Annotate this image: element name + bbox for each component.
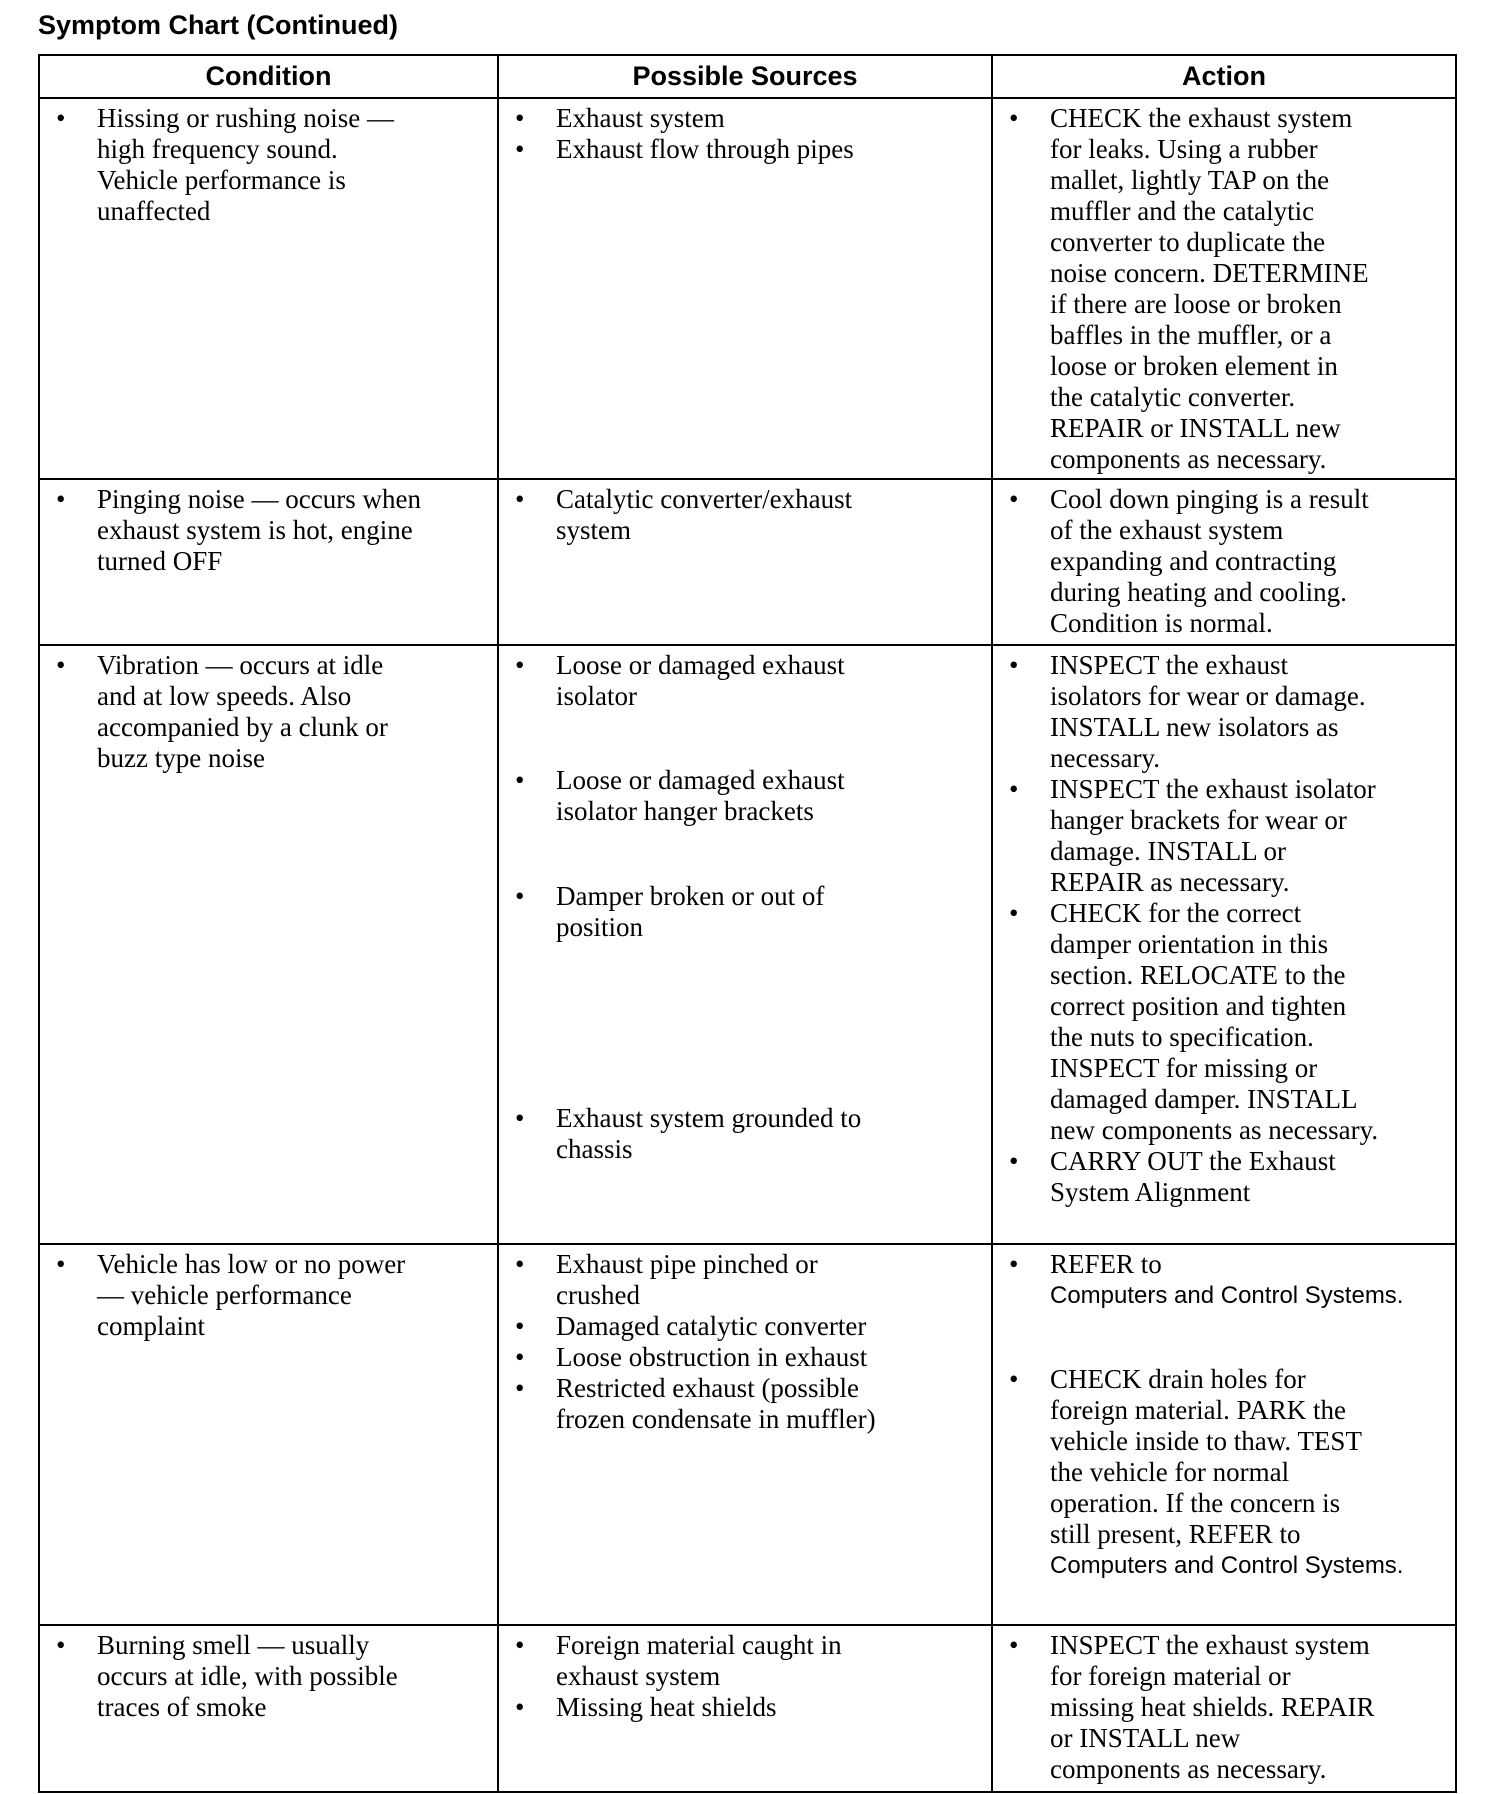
item-text-line: correct position and tighten (1050, 991, 1347, 1021)
item-text-line: for foreign material or (1050, 1661, 1291, 1691)
item-text-line: foreign material. PARK the (1050, 1395, 1346, 1426)
list-item (993, 1146, 1455, 1208)
bullet-icon: • (1009, 898, 1019, 928)
item-text-line: new components as necessary. (1050, 1115, 1379, 1145)
item-text-line: mallet, lightly TAP on the (1050, 165, 1330, 195)
bullet-icon: • (515, 1630, 525, 1660)
item-text-line: Exhaust flow through pipes (556, 134, 854, 164)
item-text-line: CHECK the exhaust system (1050, 103, 1353, 133)
item-text-line: Hissing or rushing noise — (97, 103, 394, 133)
bullet-icon: • (1009, 1249, 1019, 1279)
bullet-icon: • (515, 484, 525, 514)
list-item (499, 1249, 991, 1311)
list-item (993, 1630, 1455, 1785)
item-text-line: Computers and Control Systems. (1050, 1282, 1404, 1309)
bullet-icon: • (56, 103, 66, 133)
list-item (993, 1364, 1455, 1581)
item-text-line: Damaged catalytic converter (556, 1311, 867, 1341)
bullet-icon: • (1009, 1146, 1019, 1176)
page-title: Symptom Chart (Continued) (38, 10, 398, 40)
bullet-icon: • (1009, 484, 1019, 514)
item-text-line: hanger brackets for wear or (1050, 805, 1347, 835)
table-row (39, 645, 1456, 1244)
item-text-line: INSTALL new isolators as (1050, 712, 1339, 742)
condition-cell (39, 645, 498, 1244)
item-text-line: Condition is normal. (1050, 608, 1273, 638)
list-item (499, 134, 991, 165)
actions-cell (992, 645, 1456, 1244)
item-text-line: buzz type noise (97, 743, 265, 773)
item-text-line: noise concern. DETERMINE (1050, 258, 1369, 288)
item-text-line: Vehicle performance is (97, 165, 346, 195)
sources-cell (498, 1625, 992, 1792)
item-text-line: Loose or damaged exhaust (556, 765, 845, 796)
item-text-line: Restricted exhaust (possible (556, 1373, 859, 1403)
item-text-line: Exhaust system grounded to (556, 1102, 862, 1133)
item-text-line: baffles in the muffler, or a (1050, 320, 1332, 350)
bullet-icon: • (515, 1249, 525, 1279)
item-text-line: traces of smoke (97, 1692, 267, 1722)
item-text-line: isolators for wear or damage. (1050, 681, 1366, 711)
bullet-icon: • (515, 1311, 525, 1341)
item-text-line: or INSTALL new (1050, 1723, 1241, 1753)
item-text-line: the vehicle for normal (1050, 1457, 1290, 1488)
item-text-line: INSPECT the exhaust (1050, 650, 1288, 680)
item-text-line: Vehicle has low or no power (97, 1249, 406, 1279)
header-row (39, 55, 1456, 98)
item-text-line: high frequency sound. (97, 134, 338, 164)
item-text-line: of the exhaust system (1050, 515, 1284, 545)
item-text-line: frozen condensate in muffler) (556, 1404, 876, 1434)
item-text-line: Exhaust system (556, 103, 725, 133)
item-text-line: damper orientation in this (1050, 929, 1329, 959)
actions-cell (992, 1244, 1456, 1625)
list-item (40, 1630, 497, 1723)
item-text-line: Pinging noise — occurs when (97, 484, 421, 514)
item-text-line: components as necessary. (1050, 1754, 1327, 1784)
bullet-icon: • (1009, 650, 1019, 680)
list-item (499, 1692, 991, 1723)
list-item (40, 484, 497, 577)
bullet-icon: • (1009, 103, 1019, 133)
item-text-line: the nuts to specification. (1050, 1022, 1314, 1052)
bullet-icon: • (56, 1249, 66, 1279)
list-item (993, 774, 1455, 898)
item-text-line: muffler and the catalytic (1050, 196, 1315, 226)
bullet-icon: • (515, 134, 525, 164)
sources-cell (498, 98, 992, 479)
item-text-line: CHECK for the correct (1050, 898, 1302, 928)
bullet-icon: • (515, 1102, 525, 1133)
table-row (39, 479, 1456, 645)
item-text-line: Burning smell — usually (97, 1630, 370, 1660)
list-item (993, 484, 1455, 639)
item-text-line: Missing heat shields (556, 1692, 777, 1722)
item-text-line: crushed (556, 1280, 640, 1310)
bullet-icon: • (56, 1630, 66, 1660)
condition-cell (39, 479, 498, 645)
item-text-line: Vibration — occurs at idle (97, 650, 384, 680)
item-text-line: INSPECT for missing or (1050, 1053, 1318, 1083)
item-text-line: turned OFF (97, 546, 223, 576)
item-text-line: INSPECT the exhaust isolator (1050, 774, 1376, 804)
list-item (499, 484, 991, 546)
item-text-line: for leaks. Using a rubber (1050, 134, 1318, 164)
item-text-line: Cool down pinging is a result (1050, 484, 1369, 514)
item-text-line: operation. If the concern is (1050, 1488, 1341, 1519)
item-text-line: — vehicle performance (97, 1280, 352, 1310)
item-text-line: position (556, 911, 644, 942)
list-item (499, 765, 991, 827)
item-text-line: isolator (556, 681, 637, 711)
bullet-icon: • (515, 1373, 525, 1403)
bullet-icon: • (1009, 1630, 1019, 1660)
item-text-line: system (556, 515, 632, 545)
item-text-line: CARRY OUT the Exhaust (1050, 1146, 1336, 1176)
bullet-icon: • (1009, 1364, 1019, 1395)
item-text-line: REPAIR as necessary. (1050, 867, 1290, 897)
item-text-line: exhaust system is hot, engine (97, 515, 413, 545)
item-text-line: vehicle inside to thaw. TEST (1050, 1426, 1362, 1457)
item-text-line: expanding and contracting (1050, 546, 1337, 576)
sources-cell (498, 645, 992, 1244)
item-text-line: Damper broken or out of (556, 880, 825, 911)
item-text-line: CHECK drain holes for (1050, 1364, 1306, 1395)
sources-cell (498, 1244, 992, 1625)
item-text-line: Computers and Control Systems. (1050, 1552, 1404, 1580)
bullet-icon: • (515, 650, 525, 680)
item-text-line: if there are loose or broken (1050, 289, 1342, 319)
table-row (39, 1625, 1456, 1792)
list-item (499, 650, 991, 712)
header-condition: Condition (39, 55, 498, 98)
condition-cell (39, 1244, 498, 1625)
list-item (40, 650, 497, 774)
list-item (499, 103, 991, 134)
item-text-line: and at low speeds. Also (97, 681, 352, 711)
item-text-line: occurs at idle, with possible (97, 1661, 398, 1691)
list-item (40, 1249, 497, 1342)
list-item (499, 1103, 991, 1165)
item-text-line: during heating and cooling. (1050, 577, 1347, 607)
bullet-icon: • (515, 1342, 525, 1372)
actions-cell (992, 98, 1456, 479)
symptom-chart-table (38, 54, 1457, 1793)
item-text-line: Catalytic converter/exhaust (556, 484, 853, 514)
bullet-icon: • (515, 1692, 525, 1722)
bullet-icon: • (515, 765, 525, 796)
header-action: Action (992, 55, 1456, 98)
list-item (499, 881, 991, 943)
item-text-line: System Alignment (1050, 1177, 1251, 1207)
header-possible-sources: Possible Sources (498, 55, 992, 98)
item-text-line: still present, REFER to (1050, 1519, 1301, 1550)
item-text-line: REFER to (1050, 1249, 1162, 1279)
list-item (993, 898, 1455, 1146)
item-text-line: accompanied by a clunk or (97, 712, 388, 742)
item-text-line: necessary. (1050, 743, 1160, 773)
list-item (499, 1342, 991, 1373)
actions-cell (992, 479, 1456, 645)
item-text-line: converter to duplicate the (1050, 227, 1326, 257)
item-text-line: isolator hanger brackets (556, 796, 814, 827)
table-row (39, 1244, 1456, 1625)
list-item (499, 1311, 991, 1342)
item-text-line: REPAIR or INSTALL new (1050, 413, 1341, 443)
bullet-icon: • (56, 650, 66, 680)
item-text-line: section. RELOCATE to the (1050, 960, 1346, 990)
list-item (993, 650, 1455, 774)
item-text-line: INSPECT the exhaust system (1050, 1630, 1370, 1660)
list-item (40, 103, 497, 227)
list-item (993, 1249, 1455, 1311)
bullet-icon: • (515, 103, 525, 133)
item-text-line: components as necessary. (1050, 444, 1327, 474)
condition-cell (39, 98, 498, 479)
bullet-icon: • (56, 484, 66, 514)
list-item (499, 1630, 991, 1692)
list-item (993, 103, 1455, 475)
item-text-line: unaffected (97, 196, 211, 226)
item-text-line: damaged damper. INSTALL (1050, 1084, 1358, 1114)
condition-cell (39, 1625, 498, 1792)
item-text-line: complaint (97, 1311, 205, 1341)
item-text-line: the catalytic converter. (1050, 382, 1296, 412)
item-text-line: Foreign material caught in (556, 1630, 842, 1660)
item-text-line: Loose or damaged exhaust (556, 650, 845, 680)
item-text-line: exhaust system (556, 1661, 721, 1691)
table-row (39, 98, 1456, 479)
item-text-line: damage. INSTALL or (1050, 836, 1287, 866)
item-text-line: chassis (556, 1133, 633, 1164)
item-text-line: Loose obstruction in exhaust (556, 1342, 868, 1372)
item-text-line: loose or broken element in (1050, 351, 1338, 381)
list-item (499, 1373, 991, 1435)
item-text-line: Exhaust pipe pinched or (556, 1249, 818, 1279)
actions-cell (992, 1625, 1456, 1792)
bullet-icon: • (1009, 774, 1019, 804)
item-text-line: missing heat shields. REPAIR (1050, 1692, 1375, 1722)
sources-cell (498, 479, 992, 645)
bullet-icon: • (515, 880, 525, 911)
